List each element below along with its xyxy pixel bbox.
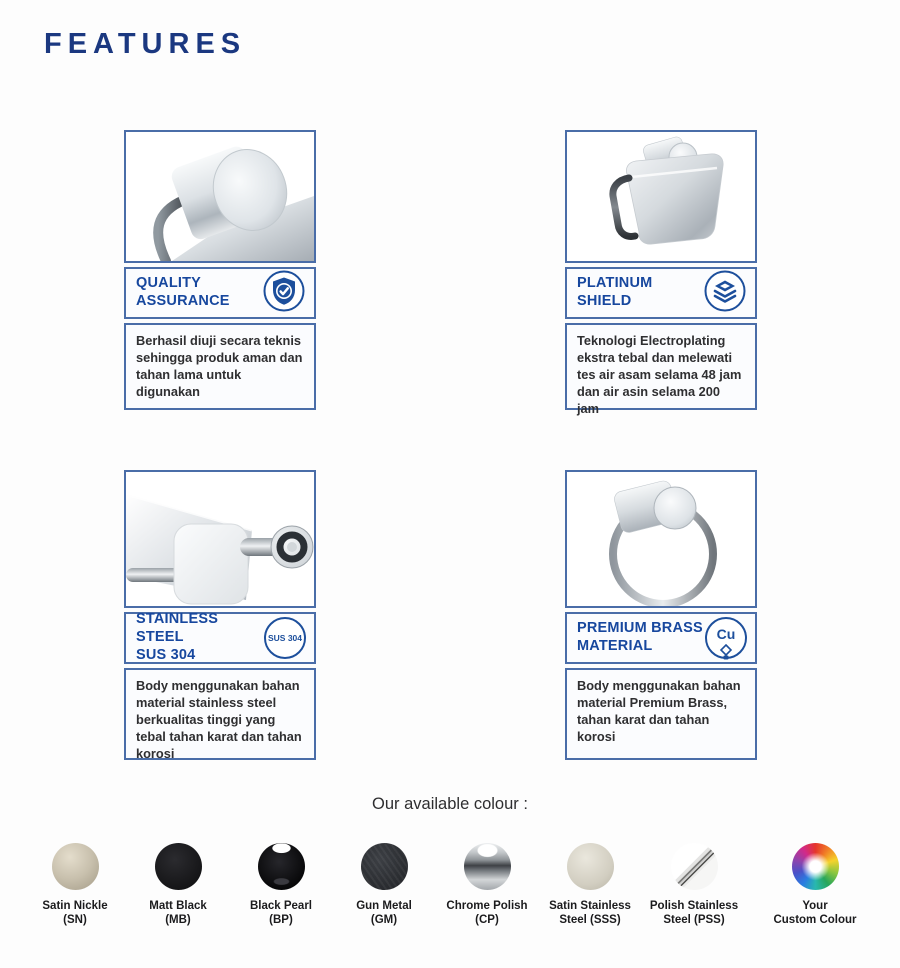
- custom-colour-wheel: [792, 843, 839, 890]
- swatch-label: Satin Stainless Steel (SSS): [549, 900, 631, 927]
- page-title: FEATURES: [44, 28, 247, 60]
- chrome-polish-swatch: [464, 843, 511, 890]
- swatch-label: Matt Black (MB): [149, 900, 207, 927]
- swatch-custom-colour: [755, 843, 875, 928]
- layers-icon: [703, 269, 747, 318]
- shield-check-icon: [262, 269, 306, 318]
- available-colour-heading: Our available colour :: [372, 795, 528, 813]
- polish-stainless-steel-swatch: [671, 843, 718, 890]
- toilet-paper-holder-closeup-illustration: [126, 132, 314, 261]
- card-title-bar: [565, 612, 757, 664]
- card-description: Body menggunakan bahan material stainless steel berkualitas tinggi yang tebal tahan karat dan tahan korosi: [136, 678, 302, 762]
- towel-ring-illustration: [567, 472, 755, 606]
- card-description: Body menggunakan bahan material Premium Brass, tahan karat dan tahan korosi: [577, 678, 741, 745]
- feature-card-platinum-shield: [565, 130, 757, 417]
- towel-bar-closeup-illustration: [126, 472, 314, 606]
- cu-gem-icon: [719, 644, 733, 660]
- toilet-paper-holder-with-cover-illustration: [567, 132, 755, 261]
- swatch-label: Black Pearl (BP): [249, 900, 312, 927]
- cu-badge-text: Cu: [716, 626, 736, 642]
- card-title-bar: [124, 612, 316, 664]
- card-description-box: [124, 323, 316, 410]
- swatch-label: Chrome Polish (CP): [446, 900, 528, 927]
- satin-nickle-swatch: [52, 843, 99, 890]
- card-description-box: [565, 323, 757, 417]
- swatch-label: Polish Stainless Steel (PSS): [649, 900, 739, 927]
- gun-metal-swatch: [361, 843, 408, 890]
- product-image-toilet-paper-holder-with-cover: [565, 130, 757, 263]
- swatch-label: Your Custom Colour: [773, 900, 857, 927]
- card-title: PREMIUM BRASS MATERIAL: [577, 620, 703, 654]
- card-description-box: [565, 668, 757, 760]
- sus-304-badge: [264, 617, 306, 659]
- card-description: Berhasil diuji secara teknis sehingga produk aman dan tahan lama untuk digunakan: [136, 333, 303, 400]
- card-title: PLATINUM SHIELD: [577, 275, 653, 309]
- satin-stainless-steel-swatch: [567, 843, 614, 890]
- feature-card-stainless-steel: [124, 470, 316, 764]
- swatch-label: Satin Nickle (SN): [42, 900, 108, 927]
- feature-card-quality-assurance: [124, 130, 316, 414]
- matt-black-swatch: [155, 843, 202, 890]
- product-image-toilet-paper-holder-closeup: [124, 130, 316, 263]
- product-image-towel-ring: [565, 470, 757, 608]
- card-description: Teknologi Electroplating ekstra tebal dan melewati tes air asam selama 48 jam dan air asin selama 200 jam: [577, 333, 742, 417]
- swatch-gun-metal: [334, 843, 434, 928]
- card-title: QUALITY ASSURANCE: [136, 275, 230, 309]
- card-title-bar: [565, 267, 757, 319]
- swatch-polish-stainless-steel: [644, 843, 744, 928]
- card-title: STAINLESS STEEL SUS 304: [136, 611, 219, 663]
- card-description-box: [124, 668, 316, 760]
- sus-304-badge-text: SUS 304: [267, 633, 303, 643]
- swatch-satin-nickle: [25, 843, 125, 928]
- swatch-chrome-polish: [437, 843, 537, 928]
- feature-card-premium-brass: [565, 470, 757, 764]
- swatch-satin-stainless-steel: [540, 843, 640, 928]
- black-pearl-swatch: [258, 843, 305, 890]
- swatch-black-pearl: [231, 843, 331, 928]
- swatch-label: Gun Metal (GM): [356, 900, 412, 927]
- swatch-matt-black: [128, 843, 228, 928]
- cu-badge: [705, 617, 747, 659]
- product-image-towel-bar-closeup: [124, 470, 316, 608]
- card-title-bar: [124, 267, 316, 319]
